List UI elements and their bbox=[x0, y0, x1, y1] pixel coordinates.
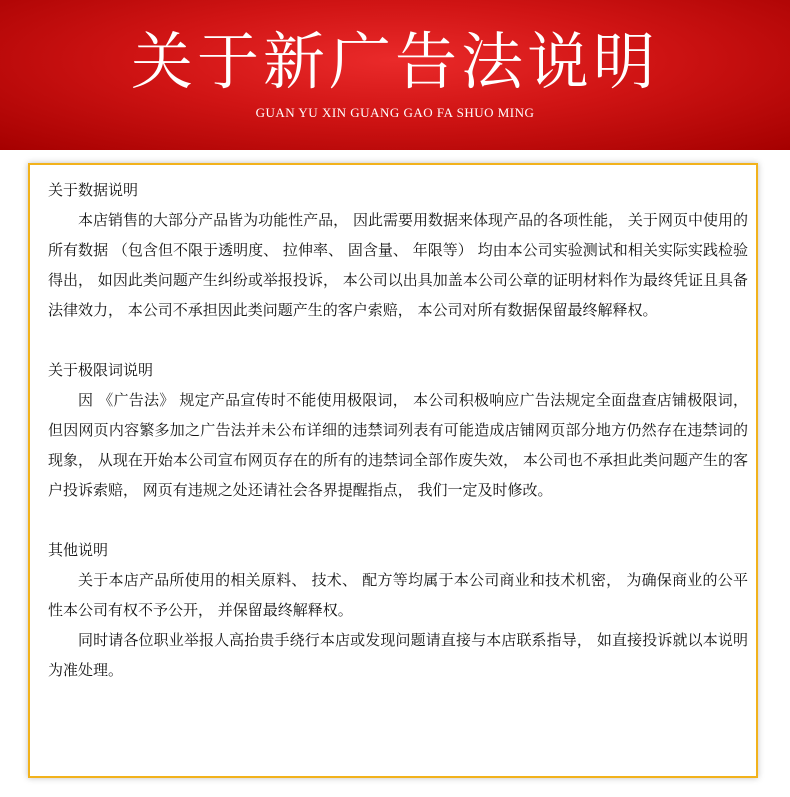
section-paragraph: 同时请各位职业举报人高抬贵手绕行本店或发现问题请直接与本店联系指导， 如直接投诉就以本说明为准处理。 bbox=[48, 631, 748, 679]
section-paragraph: 关于本店产品所使用的相关原料、 技术、 配方等均属于本公司商业和技术机密， 为确保商业的公平性本公司有权不予公开， 并保留最终解释权。 bbox=[48, 571, 748, 619]
page-title: 关于新广告法说明 bbox=[130, 25, 659, 98]
section-paragraph: 因 《广告法》 规定产品宣传时不能使用极限词， 本公司积极响应广告法规定全面盘查店铺极限词， 但因网页内容繁多加之广告法并未公布详细的违禁词列表有可能造成店铺网页部分地方仍然存在违禁词的现象， 从现在开始本公司宣布网页存在的所有的违禁词全部作废失效， 本公司也不承担此类问题产生的客户投诉索赔， 网页有违规之处还请社会各界提醒指点， 我们一定及时修改。 bbox=[48, 391, 748, 499]
section-heading: 其他说明 bbox=[48, 541, 109, 559]
page-subtitle: GUAN YU XIN GUANG GAO FA SHUO MING bbox=[255, 105, 535, 120]
section-heading: 关于数据说明 bbox=[48, 181, 139, 199]
section-data-statement bbox=[48, 175, 748, 325]
notice-content bbox=[48, 175, 748, 685]
section-other-statement bbox=[48, 535, 748, 685]
section-superlative-words bbox=[48, 355, 748, 505]
section-paragraph: 本店销售的大部分产品皆为功能性产品， 因此需要用数据来体现产品的各项性能， 关于网页中使用的所有数据 （包含但不限于透明度、 拉伸率、 固含量、 年限等） 均由本公司实验测试和相关实际实践检验得出， 如因此类问题产生纠纷或举报投诉， 本公司以出具加盖本公司公章的证明材料作为最终凭证且具备法律效力， 本公司不承担因此类问题产生的客户索赔， 本公司对所有数据保留最终解释权。 bbox=[48, 211, 748, 319]
header-banner bbox=[0, 0, 790, 150]
notice-panel bbox=[28, 163, 758, 778]
section-heading: 关于极限词说明 bbox=[48, 361, 154, 379]
